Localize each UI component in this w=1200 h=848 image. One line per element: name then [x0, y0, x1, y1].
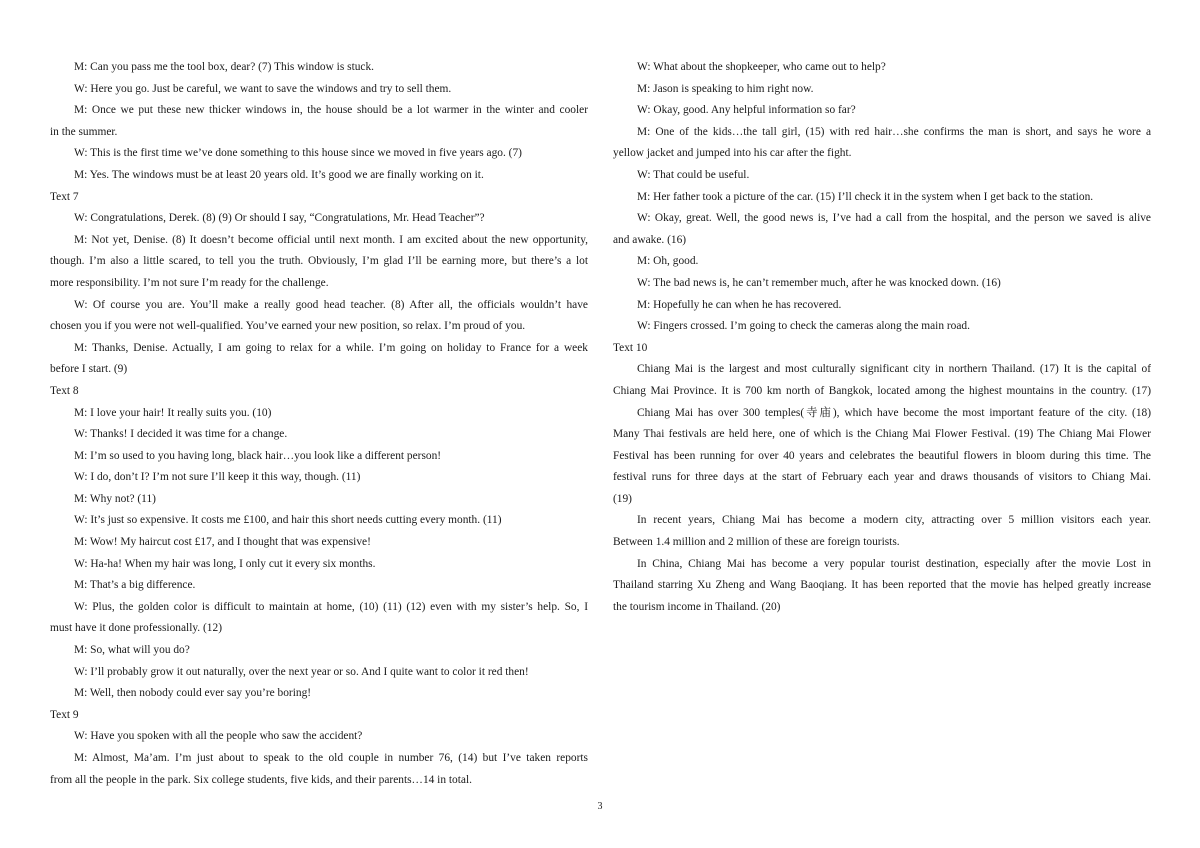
left-text-line: W: Of course you are. You’ll make a really good head teacher. (8) After all, the officials wouldn’t have: [74, 298, 588, 311]
left-text-line: though. I’m also a little scared, to tell you the truth. Obviously, I’m glad I’ll be earning more, but there’s a lot: [50, 255, 588, 268]
left-text-line: M: Almost, Ma’am. I’m just about to speak to the old couple in number 76, (14) but I’ve taken reports: [74, 752, 588, 764]
left-text-line: W: Here you go. Just be careful, we want to save the windows and try to sell them.: [74, 82, 452, 95]
right-text-line: yellow jacket and jumped into his car after the fight.: [613, 147, 852, 160]
right-text-line: W: That could be useful.: [637, 168, 750, 181]
section-heading: Text 7: [50, 190, 79, 203]
left-text-line: W: This is the first time we’ve done something to this house since we moved in five years ago. (7): [74, 147, 522, 160]
right-text-line: W: The bad news is, he can’t remember much, after he was knocked down. (16): [637, 276, 1001, 289]
left-text-line: W: It’s just so expensive. It costs me £100, and hair this short needs cutting every month. (11): [74, 514, 502, 527]
right-text-line: Chiang Mai has over 300 temples(寺庙), which have become the most important feature of the city. (18): [637, 406, 1151, 419]
right-text-line: (19): [613, 492, 632, 505]
left-text-line: M: Thanks, Denise. Actually, I am going to relax for a while. I’m going on holiday to France for a week: [74, 341, 588, 354]
left-text-line: in the summer.: [50, 125, 118, 138]
left-text-line: W: I do, don’t I? I’m not sure I’ll keep it this way, though. (11): [74, 471, 361, 484]
page-number: 3: [597, 801, 603, 812]
right-text-line: M: Oh, good.: [637, 255, 699, 268]
right-text-line: W: What about the shopkeeper, who came out to help?: [637, 61, 886, 73]
right-text-line: Festival has been running for over 40 years and celebrates the beautiful flowers in bloom during this time. The: [613, 449, 1151, 462]
left-text-line: W: Have you spoken with all the people who saw the accident?: [74, 730, 363, 743]
left-text-line: W: Plus, the golden color is difficult to maintain at home, (10) (11) (12) even with my sister’s help. So, I: [74, 600, 588, 613]
left-text-line: M: So, what will you do?: [74, 644, 190, 657]
left-text-line: M: Yes. The windows must be at least 20 years old. It’s good we are finally working on it.: [74, 168, 484, 181]
right-column: [613, 57, 1151, 618]
left-text-line: M: Once we put these new thicker windows in, the house should be a lot warmer in the winter and cooler: [74, 104, 588, 117]
left-text-line: W: Ha-ha! When my hair was long, I only cut it every six months.: [74, 557, 376, 570]
right-text-line: W: Fingers crossed. I’m going to check the cameras along the main road.: [637, 320, 970, 333]
right-text-line: M: Her father took a picture of the car. (15) I’ll check it in the system when I get back to the station.: [637, 190, 1094, 203]
left-text-line: M: I love your hair! It really suits you. (10): [74, 406, 272, 419]
right-text-line: Thailand starring Xu Zheng and Wang Baoqiang. It has been reported that the movie has helped greatly increase: [613, 579, 1151, 592]
right-text-line: festival runs for three days at the start of February each year and draws thousands of visitors to Chiang Mai.: [613, 471, 1151, 484]
left-text-line: before I start. (9): [50, 363, 128, 376]
left-text-line: from all the people in the park. Six college students, five kids, and their parents…14 in total.: [50, 773, 472, 786]
left-text-line: M: Well, then nobody could ever say you’re boring!: [74, 687, 312, 700]
right-text-line: Many Thai festivals are held here, one of which is the Chiang Mai Flower Festival. (19) The Chiang Mai Flower: [613, 428, 1151, 441]
left-text-line: M: I’m so used to you having long, black hair…you look like a different person!: [74, 449, 442, 462]
left-column: [50, 57, 588, 791]
right-text-line: W: Okay, good. Any helpful information so far?: [637, 104, 856, 117]
right-text-line: In recent years, Chiang Mai has become a modern city, attracting over 5 million visitors each year.: [637, 514, 1151, 527]
left-text-line: M: Wow! My haircut cost £17, and I thought that was expensive!: [74, 536, 371, 549]
right-text-line: Between 1.4 million and 2 million of these are foreign tourists.: [613, 536, 900, 549]
right-text-line: Chiang Mai is the largest and most culturally significant city in northern Thailand. (17) It is the capital of: [637, 363, 1151, 376]
left-text-line: M: That’s a big difference.: [74, 579, 196, 592]
left-text-line: M: Why not? (11): [74, 492, 156, 505]
right-text-line: M: One of the kids…the tall girl, (15) with red hair…she confirms the man is short, and says he wore a: [637, 125, 1151, 138]
left-text-line: W: Thanks! I decided it was time for a change.: [74, 428, 288, 441]
left-text-line: must have it done professionally. (12): [50, 622, 222, 635]
right-text-line: In China, Chiang Mai has become a very popular tourist destination, especially after the movie Lost in: [637, 557, 1151, 570]
section-heading: Text 8: [50, 384, 79, 397]
right-text-line: M: Hopefully he can when he has recovered.: [637, 298, 842, 311]
left-text-line: M: Can you pass me the tool box, dear? (7) This window is stuck.: [74, 61, 375, 73]
left-text-line: chosen you if you were not well-qualified. You’ve earned your new position, so relax. I’m proud of you.: [50, 320, 526, 333]
right-text-line: Chiang Mai Province. It is 700 km north of Bangkok, located among the highest mountains in the country. (17): [613, 384, 1151, 397]
left-text-line: W: Congratulations, Derek. (8) (9) Or should I say, “Congratulations, Mr. Head Teacher”?: [74, 212, 485, 225]
left-text-line: more responsibility. I’m not sure I’m ready for the challenge.: [50, 276, 329, 289]
right-text-line: M: Jason is speaking to him right now.: [637, 82, 814, 95]
left-text-line: W: I’ll probably grow it out naturally, over the next year or so. And I quite want to color it red then!: [74, 665, 529, 678]
right-text-line: the tourism income in Thailand. (20): [613, 600, 781, 613]
left-text-line: M: Not yet, Denise. (8) It doesn’t become official until next month. I am excited about the new opportunity,: [74, 233, 588, 246]
right-text-line: W: Okay, great. Well, the good news is, I’ve had a call from the hospital, and the person we saved is alive: [637, 212, 1151, 225]
section-heading: Text 9: [50, 708, 79, 721]
section-heading: Text 10: [613, 341, 648, 354]
right-text-line: and awake. (16): [613, 233, 687, 246]
